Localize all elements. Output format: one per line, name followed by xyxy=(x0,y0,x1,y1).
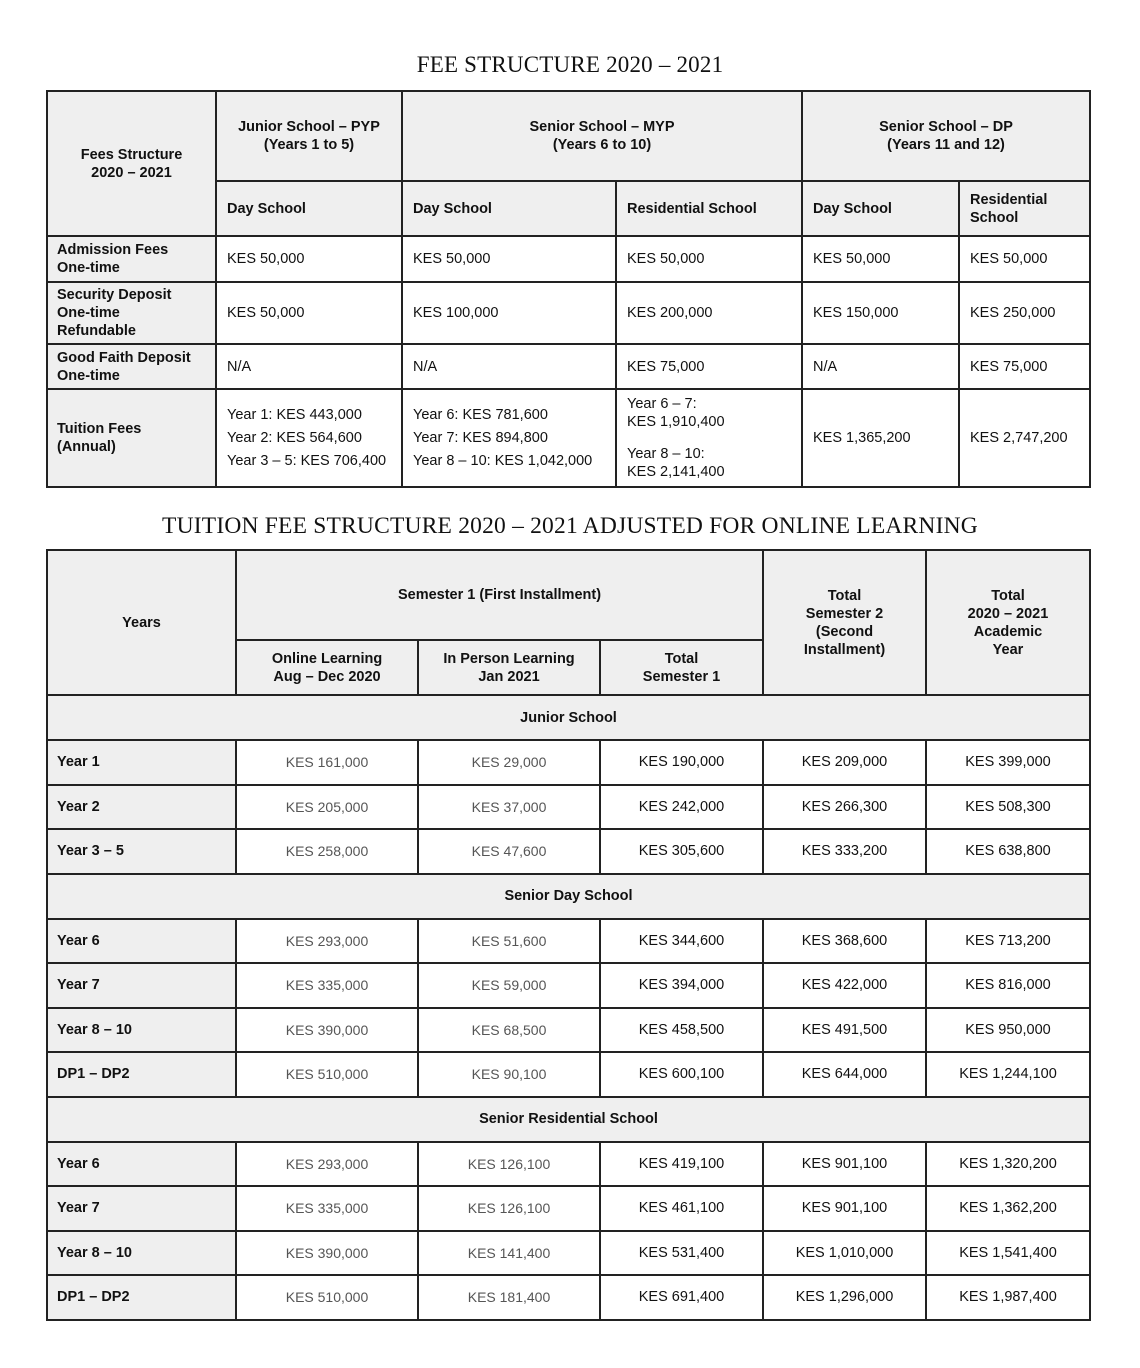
cell: KES 68,500 xyxy=(418,1008,600,1053)
table-row xyxy=(47,1186,1090,1231)
cell: KES 950,000 xyxy=(926,1008,1090,1053)
cell: KES 390,000 xyxy=(236,1008,418,1053)
table-row xyxy=(47,1231,1090,1276)
cell: KES 50,000 xyxy=(616,236,802,282)
cell: KES 181,400 xyxy=(418,1275,600,1320)
cell: KES 390,000 xyxy=(236,1231,418,1276)
cell: KES 50,000 xyxy=(959,236,1090,282)
cell: KES 394,000 xyxy=(600,963,763,1008)
cell: KES 510,000 xyxy=(236,1275,418,1320)
tuition-online-title: TUITION FEE STRUCTURE 2020 – 2021 ADJUSTED FOR ONLINE LEARNING xyxy=(162,513,978,539)
year-label: DP1 – DP2 xyxy=(47,1052,236,1097)
cell: KES 510,000 xyxy=(236,1052,418,1097)
table-row xyxy=(47,344,1090,389)
cell: KES 100,000 xyxy=(402,282,616,344)
table-row xyxy=(47,919,1090,964)
year-label: Year 1 xyxy=(47,740,236,785)
table-row xyxy=(47,236,1090,282)
total-semester1-header: Total Semester 1 xyxy=(600,640,763,695)
table-row xyxy=(47,740,1090,785)
cell: KES 200,000 xyxy=(616,282,802,344)
cell: KES 59,000 xyxy=(418,963,600,1008)
group-header-junior-pyp: Junior School – PYP (Years 1 to 5) xyxy=(216,91,402,181)
cell: KES 209,000 xyxy=(763,740,926,785)
online-learning-header: Online Learning Aug – Dec 2020 xyxy=(236,640,418,695)
section-header: Senior Residential School xyxy=(47,1097,1090,1142)
subheader-dp-residential: Residential School xyxy=(959,181,1090,236)
cell: N/A xyxy=(216,344,402,389)
cell: KES 50,000 xyxy=(216,282,402,344)
cell: KES 293,000 xyxy=(236,1142,418,1187)
group-header-senior-dp: Senior School – DP (Years 11 and 12) xyxy=(802,91,1090,181)
cell: KES 422,000 xyxy=(763,963,926,1008)
section-header: Senior Day School xyxy=(47,874,1090,919)
cell: KES 266,300 xyxy=(763,785,926,830)
year-label: Year 7 xyxy=(47,963,236,1008)
cell: KES 90,100 xyxy=(418,1052,600,1097)
year-label: Year 6 xyxy=(47,919,236,964)
subheader-myp-day: Day School xyxy=(402,181,616,236)
cell: KES 51,600 xyxy=(418,919,600,964)
cell: KES 333,200 xyxy=(763,829,926,874)
cell: KES 531,400 xyxy=(600,1231,763,1276)
cell: KES 713,200 xyxy=(926,919,1090,964)
semester2-total-header: Total Semester 2 (Second Installment) xyxy=(763,550,926,695)
cell: KES 150,000 xyxy=(802,282,959,344)
cell-tuition-dp-residential: KES 2,747,200 xyxy=(959,389,1090,487)
tuition-online-table xyxy=(46,549,1091,1321)
cell: KES 1,244,100 xyxy=(926,1052,1090,1097)
cell: KES 816,000 xyxy=(926,963,1090,1008)
subheader-myp-residential: Residential School xyxy=(616,181,802,236)
cell: KES 691,400 xyxy=(600,1275,763,1320)
fee-structure-title: FEE STRUCTURE 2020 – 2021 xyxy=(416,52,724,77)
cell: KES 75,000 xyxy=(959,344,1090,389)
cell: KES 335,000 xyxy=(236,963,418,1008)
cell: KES 491,500 xyxy=(763,1008,926,1053)
cell: KES 305,600 xyxy=(600,829,763,874)
cell: KES 638,800 xyxy=(926,829,1090,874)
cell: N/A xyxy=(402,344,616,389)
table-row xyxy=(47,389,1090,487)
semester1-header: Semester 1 (First Installment) xyxy=(236,550,763,640)
table-row xyxy=(47,829,1090,874)
cell: KES 47,600 xyxy=(418,829,600,874)
table-row xyxy=(47,785,1090,830)
cell: KES 344,600 xyxy=(600,919,763,964)
row-label-admission: Admission Fees One-time xyxy=(47,236,216,282)
cell: KES 335,000 xyxy=(236,1186,418,1231)
years-header: Years xyxy=(47,550,236,695)
corner-header: Fees Structure 2020 – 2021 xyxy=(47,91,216,236)
row-label-tuition-fees: Tuition Fees (Annual) xyxy=(47,389,216,487)
cell: KES 644,000 xyxy=(763,1052,926,1097)
cell: KES 1,296,000 xyxy=(763,1275,926,1320)
cell: KES 1,987,400 xyxy=(926,1275,1090,1320)
table-row xyxy=(47,282,1090,344)
cell: KES 399,000 xyxy=(926,740,1090,785)
cell: KES 37,000 xyxy=(418,785,600,830)
table-row xyxy=(47,963,1090,1008)
cell: KES 250,000 xyxy=(959,282,1090,344)
cell: KES 75,000 xyxy=(616,344,802,389)
cell: KES 293,000 xyxy=(236,919,418,964)
year-label: DP1 – DP2 xyxy=(47,1275,236,1320)
cell: KES 600,100 xyxy=(600,1052,763,1097)
cell-tuition-myp-residential: Year 6 – 7: KES 1,910,400 Year 8 – 10: KES 2,141,400 xyxy=(616,389,802,487)
subheader-dp-day: Day School xyxy=(802,181,959,236)
table-row xyxy=(47,1275,1090,1320)
year-label: Year 8 – 10 xyxy=(47,1008,236,1053)
cell: N/A xyxy=(802,344,959,389)
cell: KES 29,000 xyxy=(418,740,600,785)
cell: KES 458,500 xyxy=(600,1008,763,1053)
cell: KES 126,100 xyxy=(418,1186,600,1231)
group-header-senior-myp: Senior School – MYP (Years 6 to 10) xyxy=(402,91,802,181)
cell: KES 1,541,400 xyxy=(926,1231,1090,1276)
table-row xyxy=(47,1052,1090,1097)
cell: KES 190,000 xyxy=(600,740,763,785)
cell: KES 205,000 xyxy=(236,785,418,830)
cell-tuition-myp-day: Year 6: KES 781,600 Year 7: KES 894,800 Year 8 – 10: KES 1,042,000 xyxy=(402,389,616,487)
row-label-security-deposit: Security Deposit One-time Refundable xyxy=(47,282,216,344)
cell: KES 419,100 xyxy=(600,1142,763,1187)
cell: KES 1,362,200 xyxy=(926,1186,1090,1231)
table-row xyxy=(47,1008,1090,1053)
year-label: Year 7 xyxy=(47,1186,236,1231)
fee-structure-table xyxy=(46,90,1091,488)
year-label: Year 3 – 5 xyxy=(47,829,236,874)
cell: KES 1,010,000 xyxy=(763,1231,926,1276)
section-header: Junior School xyxy=(47,695,1090,740)
cell-tuition-junior: Year 1: KES 443,000 Year 2: KES 564,600 Year 3 – 5: KES 706,400 xyxy=(216,389,402,487)
in-person-learning-header: In Person Learning Jan 2021 xyxy=(418,640,600,695)
year-label: Year 2 xyxy=(47,785,236,830)
cell: KES 1,320,200 xyxy=(926,1142,1090,1187)
cell: KES 368,600 xyxy=(763,919,926,964)
year-label: Year 8 – 10 xyxy=(47,1231,236,1276)
cell: KES 508,300 xyxy=(926,785,1090,830)
row-label-good-faith-deposit: Good Faith Deposit One-time xyxy=(47,344,216,389)
cell: KES 461,100 xyxy=(600,1186,763,1231)
subheader-pyp-day: Day School xyxy=(216,181,402,236)
cell: KES 258,000 xyxy=(236,829,418,874)
cell: KES 901,100 xyxy=(763,1186,926,1231)
cell: KES 50,000 xyxy=(216,236,402,282)
year-label: Year 6 xyxy=(47,1142,236,1187)
table-row xyxy=(47,1142,1090,1187)
cell: KES 901,100 xyxy=(763,1142,926,1187)
cell: KES 242,000 xyxy=(600,785,763,830)
cell: KES 161,000 xyxy=(236,740,418,785)
cell: KES 50,000 xyxy=(802,236,959,282)
cell: KES 126,100 xyxy=(418,1142,600,1187)
cell-tuition-dp-day: KES 1,365,200 xyxy=(802,389,959,487)
cell: KES 141,400 xyxy=(418,1231,600,1276)
cell: KES 50,000 xyxy=(402,236,616,282)
academic-year-total-header: Total 2020 – 2021 Academic Year xyxy=(926,550,1090,695)
